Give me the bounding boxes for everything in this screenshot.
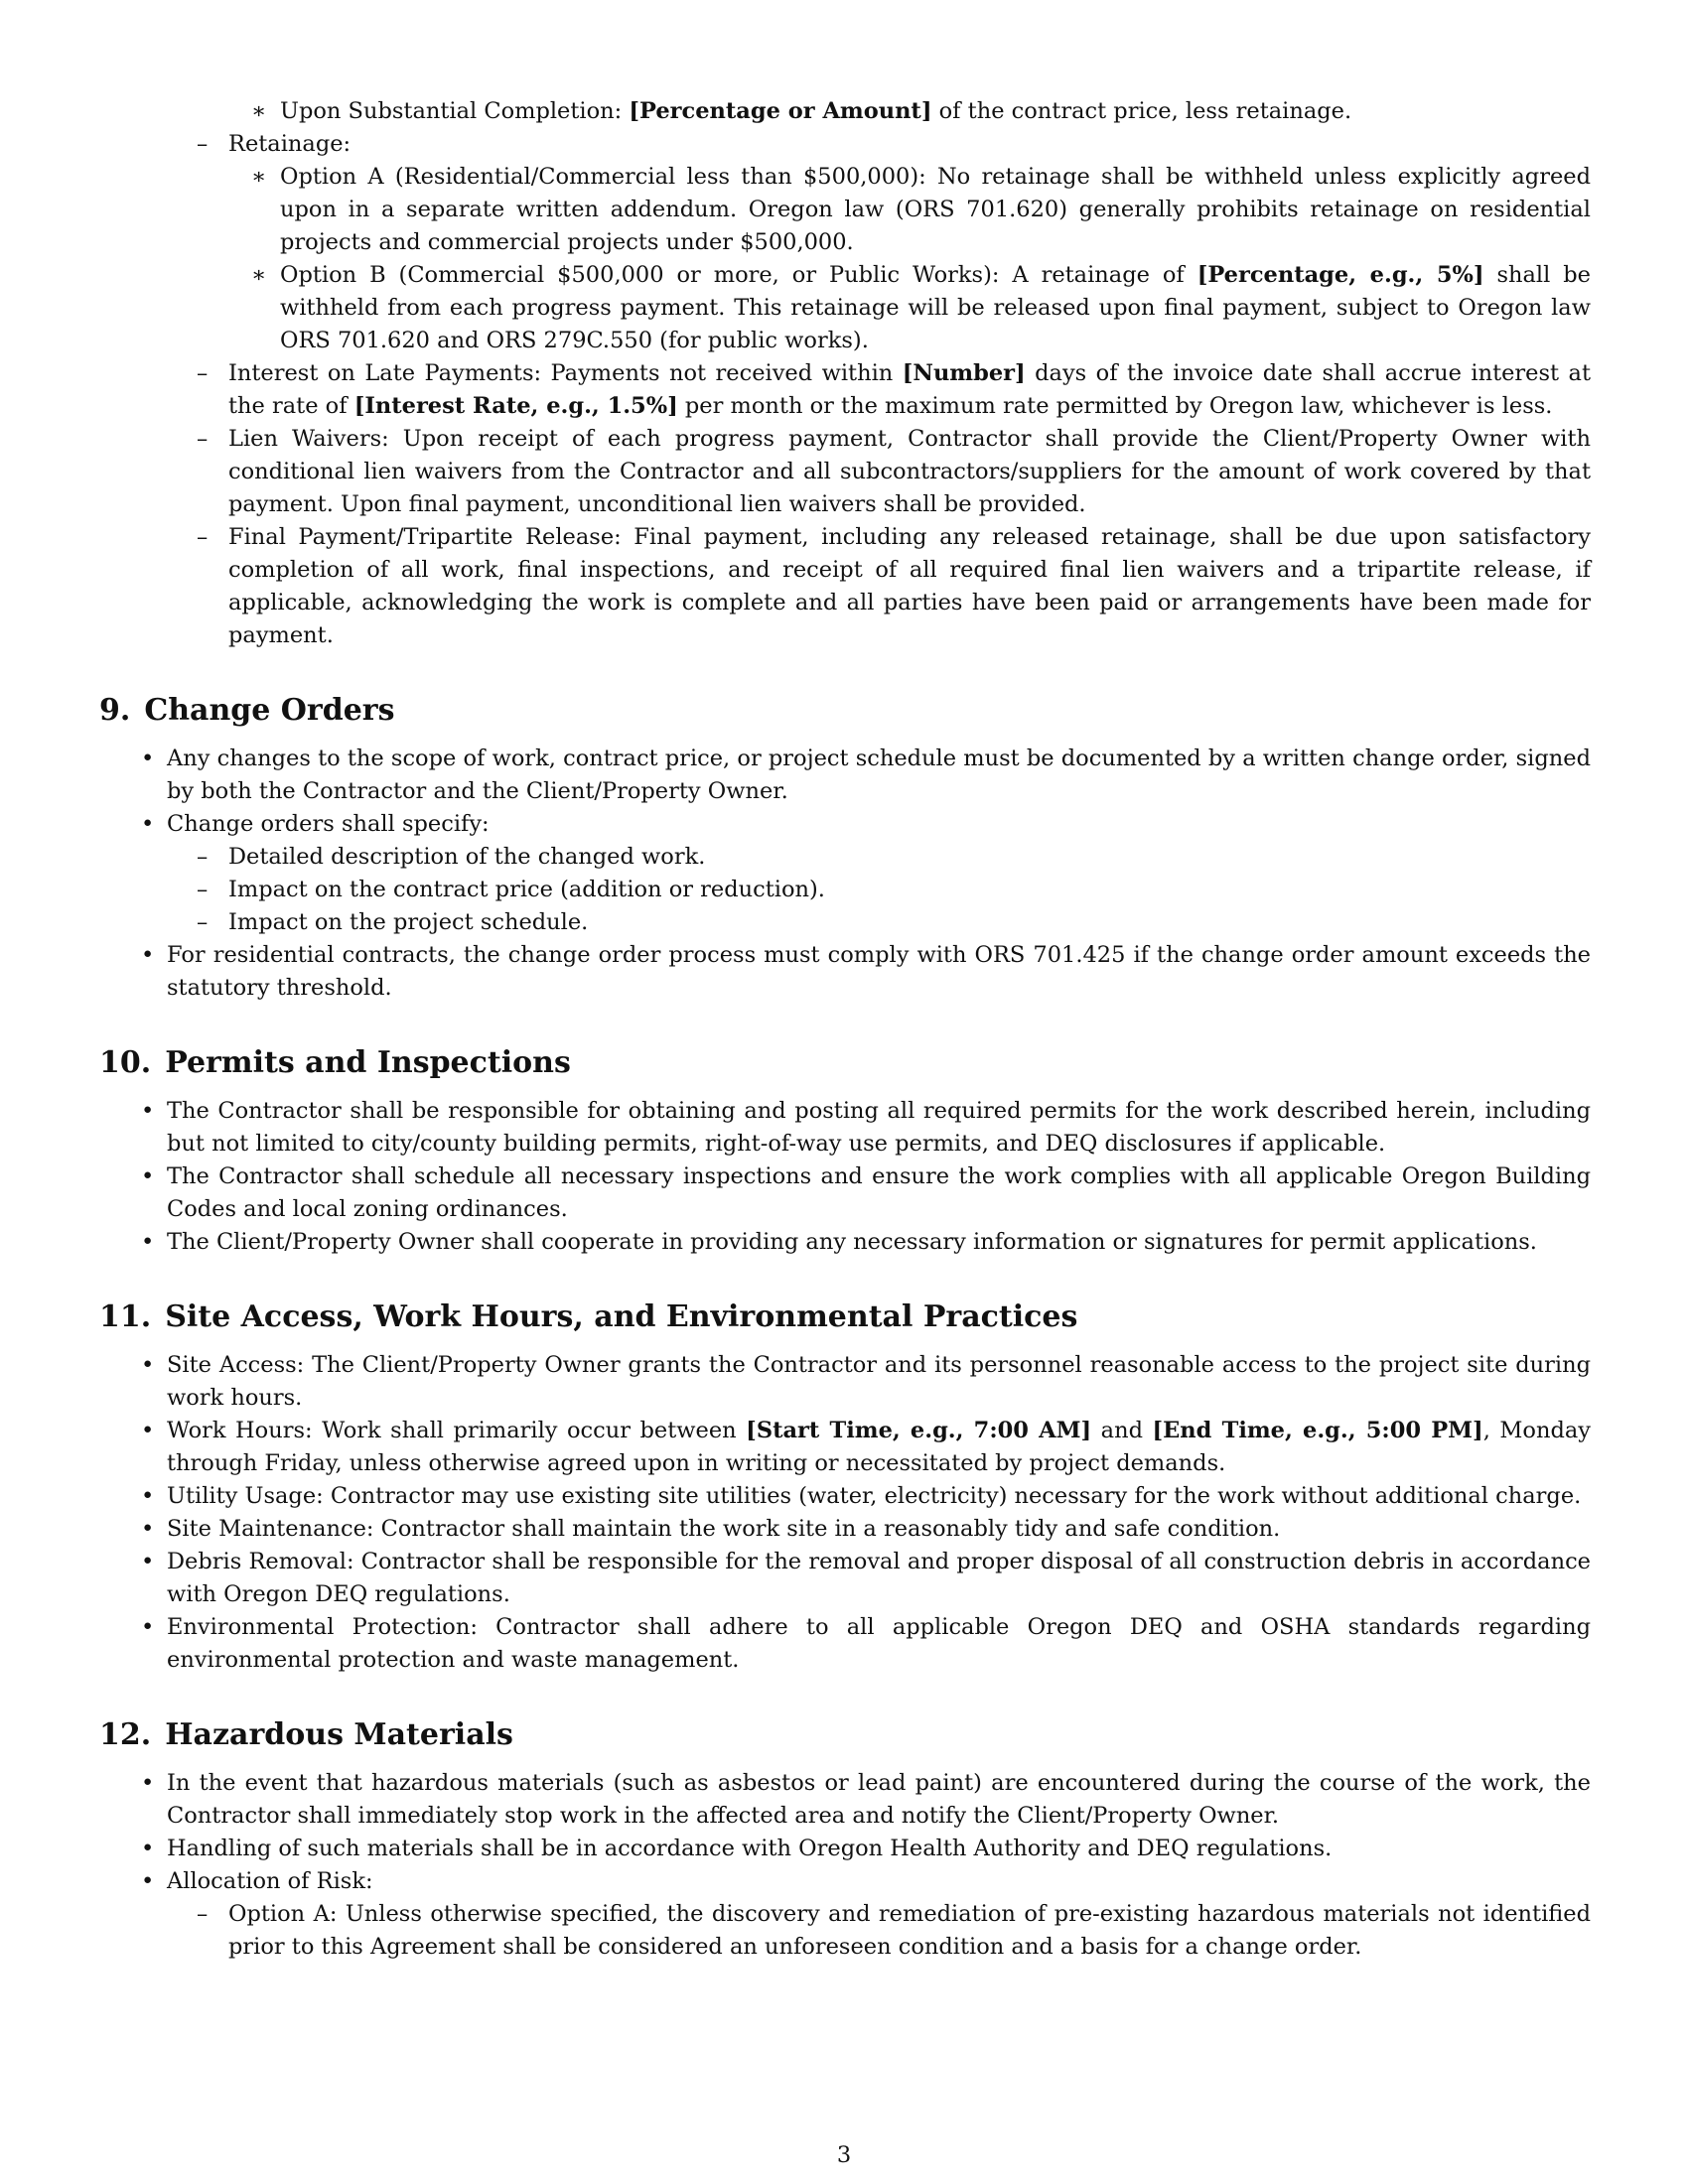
list-item xyxy=(99,1415,1591,1480)
text-run: Site Maintenance: Contractor shall maintain the work site in a reasonably tidy and safe condition. xyxy=(167,1516,1281,1542)
sub-list-item xyxy=(167,874,1591,906)
section-title: Permits and Inspections xyxy=(165,1045,571,1080)
list-item xyxy=(99,1767,1591,1833)
placeholder-field: [Start Time, e.g., 7:00 AM] xyxy=(746,1418,1092,1443)
text-run: per month or the maximum rate permitted by Oregon law, whichever is less. xyxy=(677,393,1553,419)
text-run: Interest on Late Payments: Payments not received within xyxy=(228,360,903,386)
intro-substantial-list xyxy=(99,95,1591,128)
text-run: For residential contracts, the change order process must comply with ORS 701.425 if the change order amount exceeds the statutory threshold. xyxy=(167,942,1591,1001)
text-run: Lien Waivers: Upon receipt of each progress payment, Contractor shall provide the Client/Property Owner with conditional lien waivers from the Contractor and all subcontractors/suppliers for the amount of work covered by that payment. Upon final payment, unconditional lien waivers shall be provided. xyxy=(228,426,1591,517)
list-item xyxy=(99,808,1591,939)
sub-list-item xyxy=(167,906,1591,939)
text-run: In the event that hazardous materials (such as asbestos or lead paint) are encountered during the course of the work, the Contractor shall immediately stop work in the affected area and notify the Client/Property Owner. xyxy=(167,1770,1591,1829)
text-run: Utility Usage: Contractor may use existing site utilities (water, electricity) necessary for the work without additional charge. xyxy=(167,1483,1582,1509)
sub-list-item xyxy=(167,1898,1591,1964)
sub-list-item xyxy=(228,161,1591,259)
list-item xyxy=(99,1546,1591,1611)
text-run: The Client/Property Owner shall cooperate in providing any necessary information or signatures for permit applications. xyxy=(167,1229,1537,1255)
placeholder-field: [Interest Rate, e.g., 1.5%] xyxy=(353,393,678,419)
list-item xyxy=(99,1833,1591,1865)
sub-list-item xyxy=(167,841,1591,874)
section-number: 11. xyxy=(99,1299,152,1334)
text-run: Impact on the project schedule. xyxy=(228,909,589,935)
text-run: Allocation of Risk: xyxy=(167,1868,373,1894)
list-item xyxy=(99,939,1591,1005)
section xyxy=(99,1298,1591,1677)
text-run: shall be withheld from each progress payment. This retainage will be released upon final payment, subject to Oregon law ORS 701.620 and ORS 279C.550 (for public works). xyxy=(280,262,1591,353)
text-run: Upon Substantial Completion: xyxy=(280,98,630,124)
text-run: The Contractor shall be responsible for obtaining and posting all required permits for the work described herein, including but not limited to city/county building permits, right-of-way use permits, and DEQ disclosures if applicable. xyxy=(167,1098,1591,1157)
text-run: Option B (Commercial $500,000 or more, or Public Works): A retainage of xyxy=(280,262,1197,288)
list-item xyxy=(99,128,1591,357)
section-heading xyxy=(99,1298,1591,1336)
text-run: Option A (Residential/Commercial less than $500,000): No retainage shall be withheld unless explicitly agreed upon in a separate written addendum. Oregon law (ORS 701.620) generally prohibits retainage on residential projects and commercial projects under $500,000. xyxy=(280,164,1591,255)
intro-payment-terms-list xyxy=(99,128,1591,652)
section-title: Change Orders xyxy=(144,693,395,728)
section-title: Site Access, Work Hours, and Environmental Practices xyxy=(165,1299,1078,1334)
list-item xyxy=(99,1160,1591,1226)
text-run: of the contract price, less retainage. xyxy=(931,98,1352,124)
text-run: Debris Removal: Contractor shall be responsible for the removal and proper disposal of all construction debris in accordance with Oregon DEQ regulations. xyxy=(167,1549,1591,1607)
list-item xyxy=(99,743,1591,808)
text-run: The Contractor shall schedule all necessary inspections and ensure the work complies with all applicable Oregon Building Codes and local zoning ordinances. xyxy=(167,1163,1591,1222)
bullet-list xyxy=(99,1095,1591,1259)
list-item xyxy=(99,95,1591,128)
section-number: 10. xyxy=(99,1045,152,1080)
text-run: and xyxy=(1091,1418,1153,1443)
placeholder-field: [Percentage or Amount] xyxy=(629,98,932,124)
text-run: Work Hours: Work shall primarily occur between xyxy=(167,1418,747,1443)
text-run: Retainage: xyxy=(228,131,352,157)
list-item xyxy=(99,1226,1591,1259)
list-item xyxy=(99,1480,1591,1513)
text-run: Change orders shall specify: xyxy=(167,811,490,837)
section xyxy=(99,692,1591,1005)
text-run: Environmental Protection: Contractor shall adhere to all applicable Oregon DEQ and OSHA standards regarding environmental protection and waste management. xyxy=(167,1614,1591,1673)
text-run: Option A: Unless otherwise specified, the discovery and remediation of pre-existing hazardous materials not identified prior to this Agreement shall be considered an unforeseen condition and a basis for a change order. xyxy=(228,1901,1591,1960)
list-item xyxy=(99,1513,1591,1546)
section-heading xyxy=(99,692,1591,730)
text-run: Any changes to the scope of work, contract price, or project schedule must be documented by a written change order, signed by both the Contractor and the Client/Property Owner. xyxy=(167,746,1591,804)
section-heading xyxy=(99,1716,1591,1754)
sections-container xyxy=(99,692,1591,1964)
list-item xyxy=(99,1349,1591,1415)
placeholder-field: [Percentage, e.g., 5%] xyxy=(1196,262,1484,288)
bullet-list xyxy=(99,743,1591,1005)
page-number: 3 xyxy=(836,2142,852,2168)
sub-list-item xyxy=(228,259,1591,357)
list-item xyxy=(99,1095,1591,1160)
section-number: 12. xyxy=(99,1717,152,1752)
sub-list xyxy=(228,161,1591,357)
list-item xyxy=(99,423,1591,521)
list-item xyxy=(99,1611,1591,1677)
section-heading xyxy=(99,1044,1591,1082)
section xyxy=(99,1716,1591,1964)
section-number: 9. xyxy=(99,693,131,728)
document-page xyxy=(99,95,1591,1964)
text-run: Impact on the contract price (addition or reduction). xyxy=(228,877,825,902)
text-run: days of the invoice date shall accrue interest at the rate of xyxy=(228,360,1591,419)
section-title: Hazardous Materials xyxy=(165,1717,513,1752)
text-run: Site Access: The Client/Property Owner grants the Contractor and its personnel reasonable access to the project site during work hours. xyxy=(167,1352,1591,1411)
text-run: Detailed description of the changed work. xyxy=(228,844,706,870)
text-run: Final Payment/Tripartite Release: Final payment, including any released retainage, shall be due upon satisfactory completion of all work, final inspections, and receipt of all required final lien waivers and a tripartite release, if applicable, acknowledging the work is complete and all parties have been paid or arrangements have been made for payment. xyxy=(228,524,1591,648)
text-run: Handling of such materials shall be in accordance with Oregon Health Authority and DEQ regulations. xyxy=(167,1836,1333,1861)
list-item xyxy=(99,357,1591,423)
placeholder-field: [Number] xyxy=(902,360,1026,386)
sub-list xyxy=(167,1898,1591,1964)
bullet-list xyxy=(99,1349,1591,1677)
list-item xyxy=(99,521,1591,652)
text-run: , Monday through Friday, unless otherwise agreed upon in writing or necessitated by project demands. xyxy=(167,1418,1591,1476)
list-item xyxy=(99,1865,1591,1964)
section xyxy=(99,1044,1591,1259)
sub-list xyxy=(167,841,1591,939)
placeholder-field: [End Time, e.g., 5:00 PM] xyxy=(1152,1418,1483,1443)
bullet-list xyxy=(99,1767,1591,1964)
